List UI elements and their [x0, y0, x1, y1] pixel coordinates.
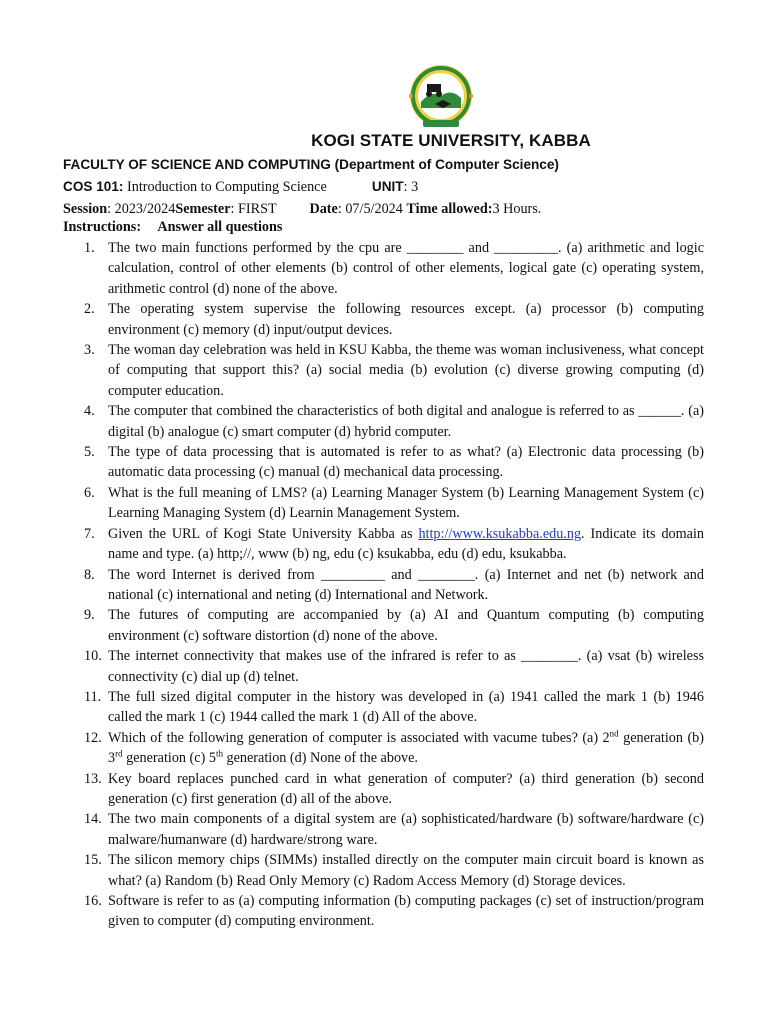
unit-value: : 3: [403, 179, 419, 195]
question-item: [0, 769, 704, 810]
question-item: [0, 646, 704, 687]
question-item: [0, 340, 704, 401]
unit-label: UNIT: [371, 179, 404, 194]
question-number: 14.: [84, 811, 102, 828]
question-text: The futures of computing are accompanied by (a) AI and Quantum computing (b) computing environment (c) software distortion (d) none of the above.: [108, 607, 704, 644]
question-item: [0, 809, 704, 850]
question-item: [0, 524, 704, 565]
question-number: 1.: [84, 240, 95, 256]
instructions-value: Answer all questions: [157, 219, 283, 235]
question-number: 5.: [84, 444, 95, 461]
question-item: [0, 850, 704, 891]
question-list: [0, 238, 768, 932]
question-item: [0, 483, 704, 524]
question-text: The operating system supervise the following resources except. (a) processor (b) computing environment (c) memory (d) input/output devices.: [108, 301, 704, 338]
question-text-pre: Given the URL of Kogi State University Kabba as: [108, 525, 419, 542]
question-item: [0, 687, 704, 728]
time-value: 3 Hours.: [492, 201, 542, 217]
course-title: Introduction to Computing Science: [127, 179, 327, 195]
question-text: Key board replaces punched card in what generation of computer? (a) third generation (b) second generation (c) first generation (d) all of the above.: [108, 770, 704, 807]
ordinal-suffix: rd: [115, 748, 123, 759]
question-text: The type of data processing that is automated is refer to as what? (a) Electronic data processing (b) automatic data processing (c) manual (d) mechanical data processing.: [108, 444, 704, 481]
time-label: Time allowed:: [406, 201, 493, 217]
question-number: 12.: [84, 729, 102, 746]
question-item: [0, 238, 704, 299]
question-text: The full sized digital computer in the history was developed in (a) 1941 called the mark 1 (b) 1946 called the mark 1 (c) 1944 called the mark 1 (d) All of the above.: [108, 688, 704, 726]
session-value: : 2023/2024: [107, 201, 176, 217]
question-item: [0, 891, 704, 932]
session-line: [63, 201, 541, 218]
question-item: [0, 401, 704, 442]
semester-value: : FIRST: [230, 201, 277, 217]
ordinal-suffix: th: [215, 748, 223, 759]
question-item: [0, 565, 704, 606]
university-logo: [405, 64, 477, 132]
faculty-line: FACULTY OF SCIENCE AND COMPUTING (Department of Computer Science): [63, 157, 559, 172]
question-text-part: generation (c) 5: [122, 750, 216, 767]
question-number: 7.: [84, 525, 95, 542]
question-item: [0, 605, 704, 646]
question-number: 11.: [84, 688, 102, 705]
question-number: 8.: [84, 566, 95, 583]
ordinal-suffix: nd: [609, 728, 619, 739]
question-text: The silicon memory chips (SIMMs) installed directly on the computer main circuit board is known as what? (a) Random (b) Read Only Memory (c) Radom Access Memory (d) Storage devices.: [108, 852, 704, 889]
question-text: The woman day celebration was held in KSU Kabba, the theme was woman inclusiveness, what concept of computing that support this? (a) social media (b) evolution (c) diverse growing computing (d) computer education.: [108, 342, 704, 399]
question-text-post: . Indicate its domain name and type. (a) http;//, www (b) ng, edu (c) ksukabba, edu (d) edu, ksukabba.: [108, 525, 704, 563]
session-label: Session: [63, 201, 108, 217]
question-text-part: Which of the following generation of computer is associated with vacume tubes? (a) 2: [108, 729, 610, 746]
instructions-line: [63, 219, 282, 236]
question-number: 16.: [84, 893, 102, 909]
question-number: 6.: [84, 484, 95, 501]
question-number: 10.: [84, 648, 102, 665]
question-text: The computer that combined the characteristics of both digital and analogue is referred to as ______. (a) digital (b) analogue (c) smart computer (d) hybrid computer.: [108, 403, 704, 440]
course-code: COS 101:: [63, 179, 124, 194]
question-text: The two main components of a digital system are (a) sophisticated/hardware (b) software/hardware (c) malware/humanware (d) hardware/strong ware.: [108, 811, 704, 848]
question-number: 2.: [84, 301, 95, 318]
course-line: [63, 179, 418, 196]
question-text-part: generation (d) None of the above.: [222, 750, 418, 767]
question-text-part: generation (b) 3: [108, 729, 704, 767]
question-item: [0, 299, 704, 340]
instructions-label: Instructions:: [63, 219, 142, 235]
university-name: KOGI STATE UNIVERSITY, KABBA: [311, 131, 591, 150]
question-item: [0, 442, 704, 483]
question-number: 13.: [84, 770, 102, 787]
question-text: The two main functions performed by the cpu are ________ and _________. (a) arithmetic and logic calculation, control of other elements (b) control of other elements, logical gate (c) operating system, arithmetic control (d) none of the above.: [108, 240, 704, 297]
question-text: What is the full meaning of LMS? (a) Learning Manager System (b) Learning Management System (c) Learning Managing System (d) Learnin Management System.: [108, 484, 704, 522]
date-label: Date: [309, 201, 338, 217]
question-number: 15.: [84, 852, 102, 869]
question-number: 9.: [84, 607, 95, 624]
date-value: : 07/5/2024: [337, 201, 403, 217]
university-url-link[interactable]: http://www.ksukabba.edu.ng: [418, 525, 582, 542]
semester-label: Semester: [175, 201, 231, 217]
question-text: The internet connectivity that makes use of the infrared is refer to as ________. (a) vsat (b) wireless connectivity (c) dial up (d) telnet.: [108, 648, 704, 685]
question-text: The word Internet is derived from _________ and ________. (a) Internet and net (b) network and national (c) international and neting (d) International and Network.: [108, 566, 704, 603]
question-number: 4.: [84, 403, 95, 420]
question-number: 3.: [84, 342, 95, 359]
question-item: [0, 728, 704, 769]
question-text: Software is refer to as (a) computing information (b) computing packages (c) set of instruction/program given to computer (d) computing environment.: [108, 893, 704, 930]
